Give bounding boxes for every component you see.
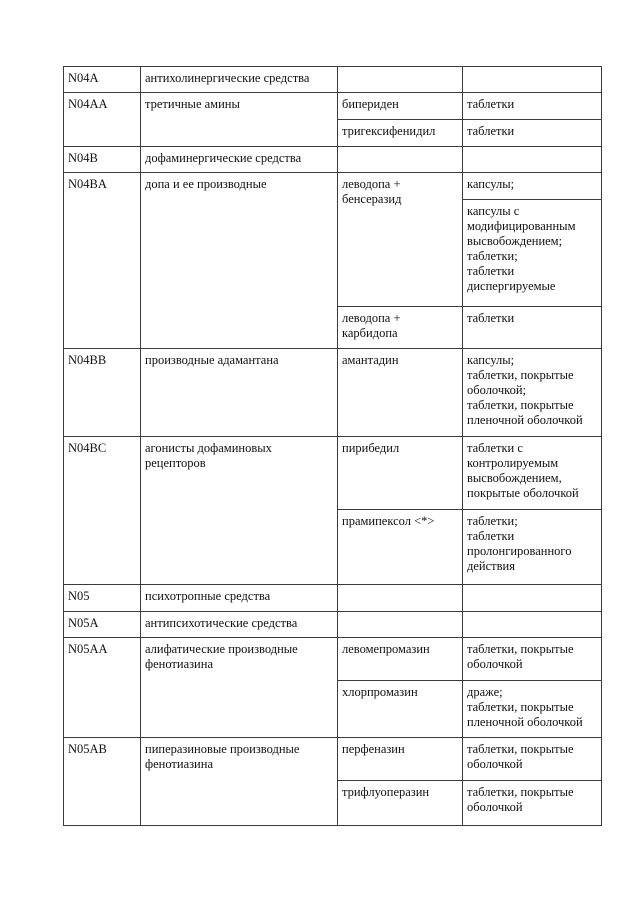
drug-cell: перфеназин	[338, 738, 463, 781]
drug-cell: левомепромазин	[338, 638, 463, 681]
atc-code-cell: N04BB	[64, 349, 141, 437]
form-cell	[463, 147, 602, 173]
atc-code-cell: N04BC	[64, 437, 141, 585]
drug-cell: амантадин	[338, 349, 463, 437]
form-cell	[463, 612, 602, 638]
drug-classification-table	[63, 66, 602, 826]
table-row	[64, 173, 602, 200]
form-cell: таблетки	[463, 93, 602, 120]
form-cell: таблетки, покрытые оболочкой	[463, 781, 602, 826]
group-cell: третичные амины	[141, 93, 338, 147]
atc-code-cell: N04AA	[64, 93, 141, 147]
group-cell: производные адамантана	[141, 349, 338, 437]
table-row	[64, 638, 602, 681]
form-cell: таблетки с контролируемым высвобождением, покрытые оболочкой	[463, 437, 602, 510]
form-cell: таблетки; таблетки пролонгированного действия	[463, 510, 602, 585]
group-cell: алифатические производные фенотиазина	[141, 638, 338, 738]
group-cell: допа и ее производные	[141, 173, 338, 349]
atc-code-cell: N05A	[64, 612, 141, 638]
form-cell: капсулы; таблетки, покрытые оболочкой; таблетки, покрытые пленочной оболочкой	[463, 349, 602, 437]
drug-cell	[338, 612, 463, 638]
table-row	[64, 93, 602, 120]
drug-cell	[338, 147, 463, 173]
atc-code-cell: N04A	[64, 67, 141, 93]
form-cell: таблетки	[463, 307, 602, 349]
form-cell: таблетки	[463, 120, 602, 147]
drug-cell: пирибедил	[338, 437, 463, 510]
form-cell	[463, 585, 602, 612]
drug-cell: хлорпромазин	[338, 681, 463, 738]
atc-code-cell: N05	[64, 585, 141, 612]
drug-cell: леводопа + бенсеразид	[338, 173, 463, 307]
drug-cell: бипериден	[338, 93, 463, 120]
atc-code-cell: N04B	[64, 147, 141, 173]
form-cell	[463, 67, 602, 93]
drug-cell: леводопа + карбидопа	[338, 307, 463, 349]
atc-code-cell: N05AB	[64, 738, 141, 826]
group-cell: дофаминергические средства	[141, 147, 338, 173]
form-cell: драже; таблетки, покрытые пленочной оболочкой	[463, 681, 602, 738]
table-row	[64, 437, 602, 510]
drug-cell: тригексифенидил	[338, 120, 463, 147]
table-row	[64, 585, 602, 612]
group-cell: антипсихотические средства	[141, 612, 338, 638]
group-cell: антихолинергические средства	[141, 67, 338, 93]
form-cell: капсулы;	[463, 173, 602, 200]
group-cell: пиперазиновые производные фенотиазина	[141, 738, 338, 826]
drug-cell: прамипексол <*>	[338, 510, 463, 585]
form-cell: таблетки, покрытые оболочкой	[463, 638, 602, 681]
form-cell: капсулы с модифицированным высвобождением; таблетки; таблетки диспергируемые	[463, 200, 602, 307]
drug-cell: трифлуоперазин	[338, 781, 463, 826]
table-row	[64, 738, 602, 781]
table-row	[64, 349, 602, 437]
group-cell: агонисты дофаминовых рецепторов	[141, 437, 338, 585]
table-row	[64, 612, 602, 638]
atc-code-cell: N04BA	[64, 173, 141, 349]
group-cell: психотропные средства	[141, 585, 338, 612]
drug-cell	[338, 585, 463, 612]
atc-code-cell: N05AA	[64, 638, 141, 738]
table-row	[64, 147, 602, 173]
table-row	[64, 67, 602, 93]
drug-cell	[338, 67, 463, 93]
form-cell: таблетки, покрытые оболочкой	[463, 738, 602, 781]
